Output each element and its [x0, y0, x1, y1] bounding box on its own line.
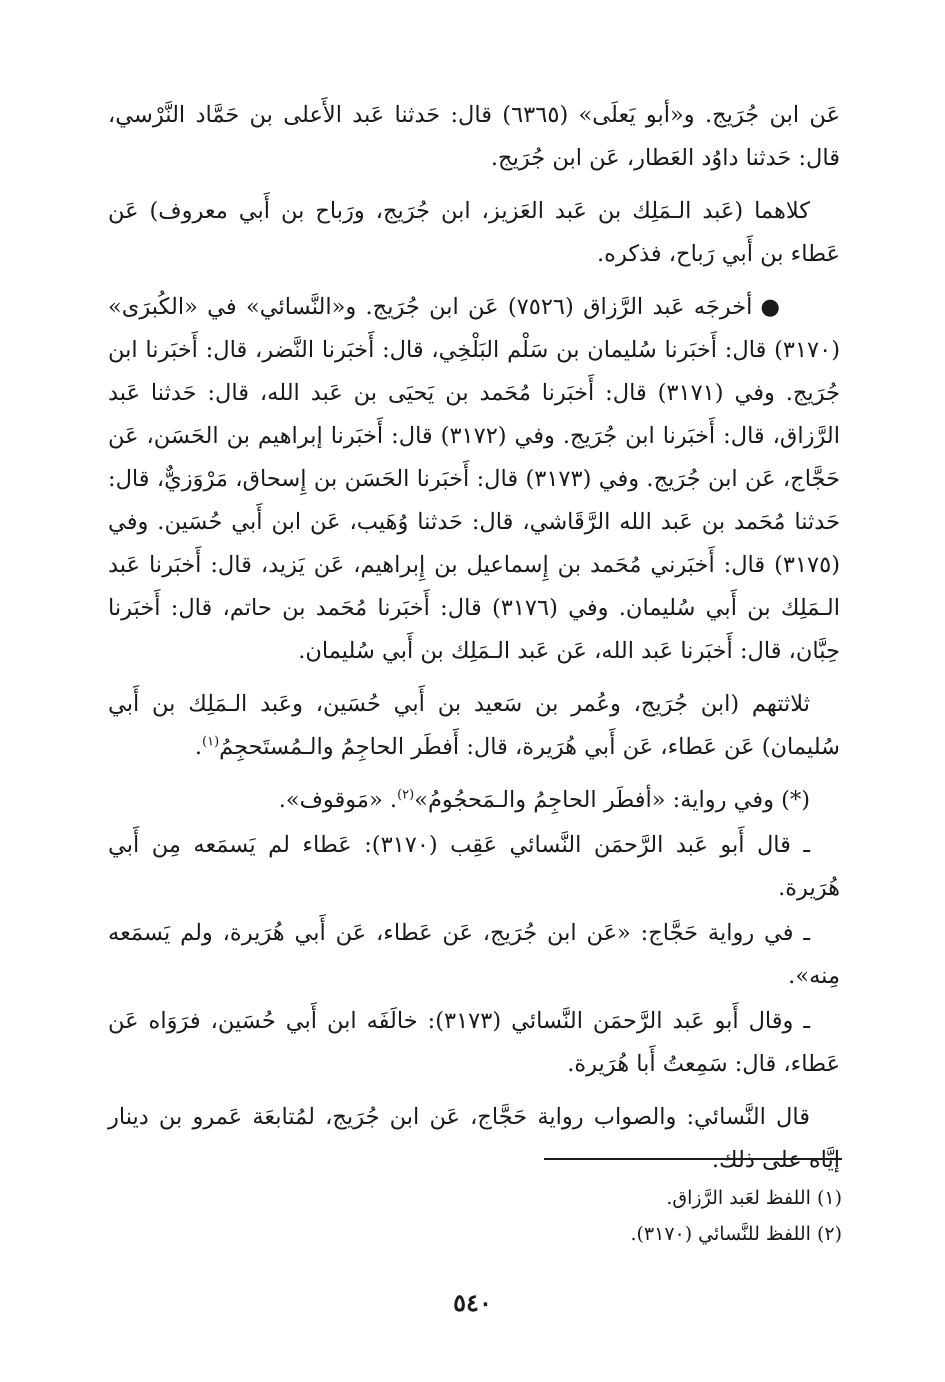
footnotes: [470, 1180, 842, 1252]
footnote-2: (٢) اللفظ للنَّسائي (٣١٧٠).: [630, 1223, 842, 1245]
paragraph-takhrij: [108, 286, 840, 673]
paragraph-variant-narration: [108, 779, 840, 822]
paragraph-hadith-tail: .: [194, 734, 203, 760]
footnote-ref-1: (١): [202, 734, 220, 750]
page-number: ٥٤٠: [453, 1288, 492, 1317]
paragraph-conclusion: قال النَّسائي: والصواب رواية حَجَّاج، عَن ابن جُرَيج، لمُتابعَة عَمرو بن دينار إيَّاه على ذلك.: [108, 1104, 840, 1173]
variant-narration-body: (*) وفي رواية: «أفطَر الحاجِمُ والـمَحجُومُ»: [414, 787, 810, 813]
paragraph-nasai-note-1: ـ قال أَبو عَبد الرَّحمَن النَّسائي عَقِب (٣١٧٠): عَطاء لم يَسمَعه مِن أَبي هُرَيرة.: [108, 832, 840, 901]
variant-narration-tail: . «مَوقوف».: [278, 787, 398, 813]
paragraph-isnad-continued: عَن ابن جُرَيج. و«أبو يَعلَى» (٦٣٦٥) قال: حَدثنا عَبد الأَعلى بن حَمَّاد النَّرْسي، قال: حَدثنا داوُد العَطار، عَن ابن جُرَيج.: [108, 102, 840, 171]
paragraph-nasai-note-2: ـ وقال أَبو عَبد الرَّحمَن النَّسائي (٣١٧٣): خالَفَه ابن أَبي حُسَين، فرَوَاه عَن عَطاء، قال: سَمِعتُ أَبا هُرَيرة.: [108, 1008, 840, 1077]
footnote-1: (١) اللفظ لعَبد الرَّزاق.: [666, 1187, 842, 1209]
page-body: [108, 94, 840, 1192]
footnote-divider: [544, 1158, 842, 1160]
paragraph-hadith-text: [108, 683, 840, 769]
paragraph-hadith-body: ثلاثتهم (ابن جُرَيج، وعُمر بن سَعيد بن أَبي حُسَين، وعَبد الـمَلِك بن أَبي سُليمان) عَن عَطاء، عَن أَبي هُرَيرة، قال: أَفطَر الحاجِمُ والـمُستَحجِمُ: [108, 691, 840, 760]
paragraph-hajjaj-note: ـ في رواية حَجَّاج: «عَن ابن جُرَيج، عَن عَطاء، عَن أَبي هُرَيرة، ولم يَسمَعه مِنه».: [108, 920, 840, 989]
paragraph-takhrij-text: أخرجَه عَبد الرَّزاق (٧٥٢٦) عَن ابن جُرَيج. و«النَّسائي» في «الكُبرَى» (٣١٧٠) قال: أَخبَرنا سُليمان بن سَلْم البَلْخِي، قال: أَخبَرنا النَّضر، قال: أَخبَرنا ابن جُرَيج. وفي (٣١٧١) قال: أَخبَرنا مُحَمد بن يَحيَى بن عَبد الله، قال: حَدثنا عَبد الرَّزاق، قال: أَخبَرنا ابن جُرَيج. وفي (٣١٧٢) قال: أَخبَرنا إبراهيم بن الحَسَن، عَن حَجَّاج، عَن ابن جُرَيج. وفي (٣١٧٣) قال: أَخبَرنا الحَسَن بن إِسحاق، مَرْوَزيٌّ، قال: حَدثنا مُحَمد بن عَبد الله الرَّقَاشي، قال: حَدثنا وُهَيب، عَن ابن أَبي حُسَين. وفي (٣١٧٥) قال: أَخبَرني مُحَمد بن إِسماعيل بن إِبراهيم، عَن يَزيد، قال: أَخبَرنا عَبد الـمَلِك بن أَبي سُليمان. وفي (٣١٧٦) قال: أَخبَرنا مُحَمد بن حاتم، قال: أَخبَرنا حِبَّان، قال: أَخبَرنا عَبد الله، عَن عَبد الـمَلِك بن أَبي سُليمان.: [108, 294, 841, 664]
bullet-icon: ●: [760, 294, 780, 320]
paragraph-both-narrators: كلاهما (عَبد الـمَلِك بن عَبد العَزيز، ابن جُرَيج، ورَباح بن أَبي معروف) عَن عَطاء بن أَبي رَباح، فذكره.: [108, 198, 840, 267]
footnote-ref-2: (٢): [397, 787, 415, 803]
